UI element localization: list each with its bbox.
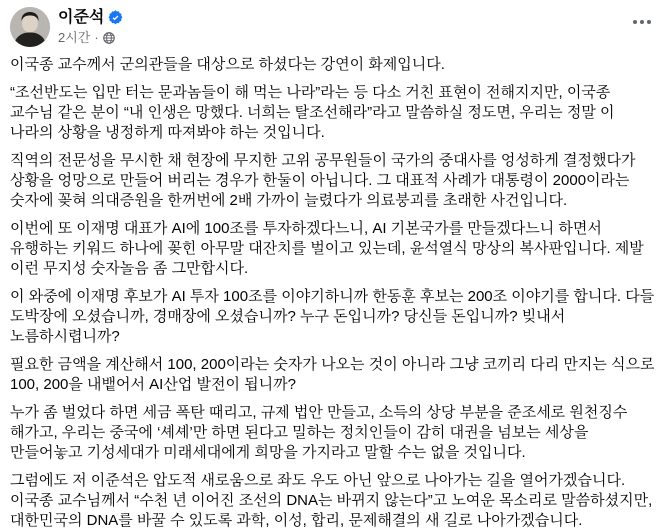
timestamp-separator: · — [94, 30, 99, 46]
paragraph: “조선반도는 입만 터는 문과놈들이 해 먹는 나라”라는 등 다소 거친 표현이 전해지지만, 이국종 교수님 같은 분이 “내 인생은 망했다. 너희는 탈조선해라”라고 말씀하실 정도면, 우리는 정말 이 나라의 상황을 냉정하게 따져봐야 하는 것입니다. — [10, 84, 615, 141]
avatar[interactable] — [10, 7, 50, 47]
paragraph: 이국종 교수께서 군의관들을 대상으로 하셨다는 강연이 화제입니다. — [10, 56, 445, 73]
avatar-photo — [10, 7, 50, 47]
paragraph: 이번에 또 이재명 대표가 AI에 100조를 투자하겠다느니, AI 기본국가를 만들겠다느니 하면서 유행하는 키워드 하나에 꽂힌 아무말 대잔치를 벌이고 있는데, 윤석열식 망상의 복사판입니다. 제발 이런 무지성 숫자놀음 좀 그만합시다. — [10, 220, 644, 277]
paragraph: 누가 좀 벌었다 하면 세금 폭탄 때리고, 규제 법안 만들고, 소득의 상당 부분을 준조세로 원천징수 해가고, 우리는 중국에 ‘셰셰’만 하면 된다고 밀하는 정치인들이 감히 대권을 넘보는 세상을 만들어놓고 기성세대가 미래세대에게 희망을 가지라고 말할 수는 없을 것입니다. — [10, 404, 628, 461]
author-name[interactable]: 이준석 — [58, 9, 105, 26]
paragraph: 필요한 금액을 계산해서 100, 200이라는 숫자가 나오는 것이 아니라 그냥 코끼리 다리 만지는 식으로 100, 200을 내뱉어서 AI산업 발전이 됩니까? — [10, 356, 655, 393]
timestamp[interactable]: 2시간 — [58, 30, 91, 46]
paragraph: 이 와중에 이재명 후보가 AI 투자 100조를 이야기하니까 한동훈 후보는 200조 이야기를 합니다. 다들 도박장에 오셨습니까, 경매장에 오셨습니까? 누구 돈입니까? 당신들 돈입니까? 빚내서 노름하시렵니까? — [10, 288, 655, 345]
paragraph: 직역의 전문성을 무시한 채 현장에 무지한 고위 공무원들이 국가의 중대사를 엉성하게 결정했다가 상황을 엉망으로 만들어 버리는 경우가 한둘이 아닙니다. 그 대표적 사례가 대통령이 2000이라는 숫자에 꽂혀 의대증원을 한꺼번에 2배 가까이 늘렸다가 의료붕괴를 초래한 사건입니다. — [10, 152, 636, 209]
globe-audience-icon — [103, 32, 115, 44]
more-options-icon[interactable] — [631, 14, 653, 30]
post-header — [0, 0, 666, 47]
paragraph: 그럼에도 저 이준석은 압도적 새로움으로 좌도 우도 아닌 앞으로 나아가는 길을 열어가겠습니다. 이국종 교수님께서 “수천 년 이어진 조선의 DNA는 바뀌지 않는다”고 노여운 목소리로 말씀하셨지만, 대한민국의 DNA를 바꿀 수 있도록 과학, 이성, 합리, 문제해결의 새 길로 나아가겠습니다. — [10, 472, 653, 529]
time-row — [58, 30, 123, 46]
post-body — [0, 47, 666, 531]
header-meta — [58, 7, 123, 46]
verified-badge-icon — [108, 10, 123, 25]
